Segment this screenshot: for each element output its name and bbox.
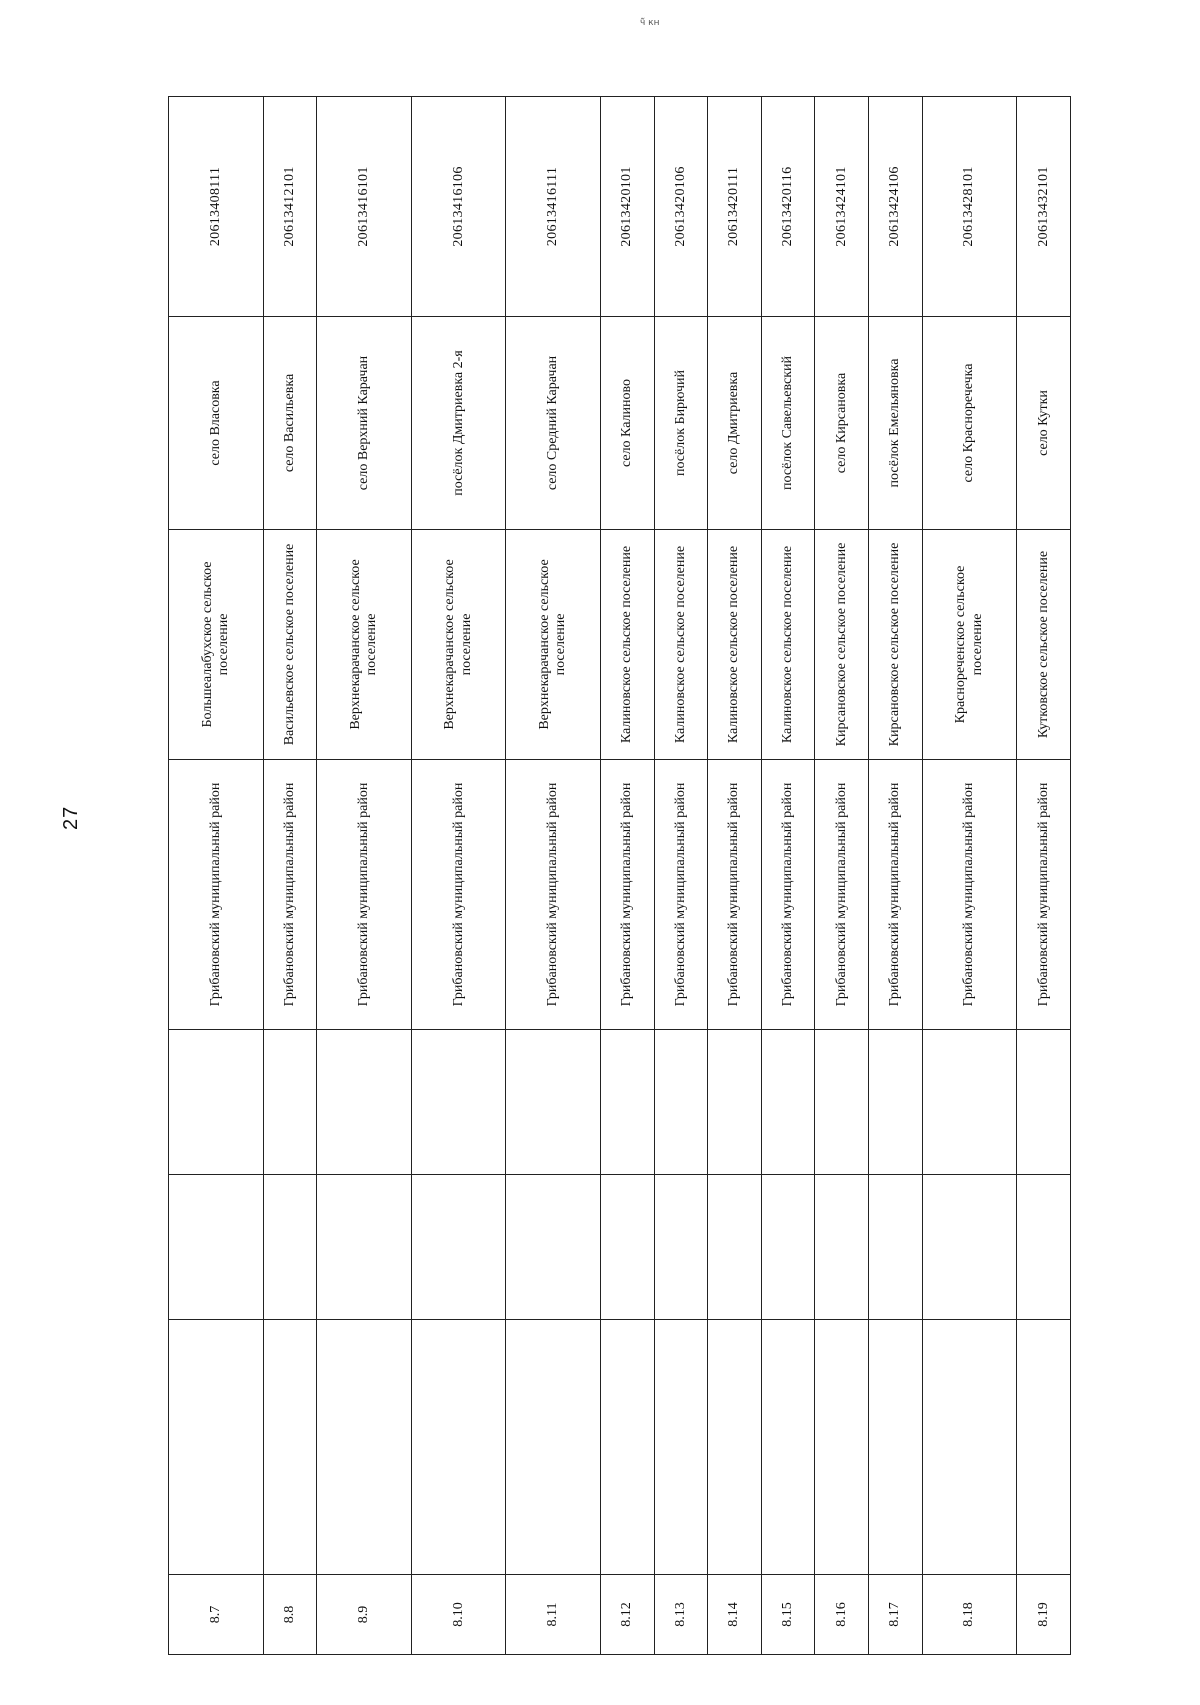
code-cell: 20613420111 xyxy=(708,97,762,317)
place-cell: посёлок Дмитриевка 2-я xyxy=(411,317,506,530)
settlement-cell: Калиновское сельское поселение xyxy=(761,530,815,760)
row-number-cell: 8.9 xyxy=(317,1575,412,1655)
settlement-cell: Большеалабухское сельское поселение xyxy=(169,530,264,760)
settlement-cell: Калиновское сельское поселение xyxy=(708,530,762,760)
empty-cell xyxy=(506,1175,601,1320)
code-cell: 20613416106 xyxy=(411,97,506,317)
empty-cell xyxy=(708,1030,762,1175)
table-row xyxy=(600,97,654,1655)
table-row xyxy=(761,97,815,1655)
empty-cell xyxy=(761,1320,815,1575)
empty-cell xyxy=(708,1320,762,1575)
empty-cell xyxy=(922,1175,1017,1320)
settlement-cell: Верхнекарачанское сельское поселение xyxy=(317,530,412,760)
table-container xyxy=(168,97,1071,1655)
empty-cell xyxy=(761,1030,815,1175)
code-cell: 20613408111 xyxy=(169,97,264,317)
empty-cell xyxy=(654,1320,708,1575)
row-number-cell: 8.18 xyxy=(922,1575,1017,1655)
district-cell: Грибановский муниципальный район xyxy=(1017,760,1071,1030)
code-cell: 20613412101 xyxy=(263,97,317,317)
table-row xyxy=(869,97,923,1655)
empty-cell xyxy=(815,1175,869,1320)
empty-cell xyxy=(869,1030,923,1175)
empty-cell xyxy=(654,1175,708,1320)
page-number: 27 xyxy=(60,805,82,830)
code-cell: 20613424101 xyxy=(815,97,869,317)
district-cell: Грибановский муниципальный район xyxy=(922,760,1017,1030)
empty-cell xyxy=(1017,1175,1071,1320)
code-cell: 20613416101 xyxy=(317,97,412,317)
empty-cell xyxy=(169,1030,264,1175)
empty-cell xyxy=(869,1175,923,1320)
district-cell: Грибановский муниципальный район xyxy=(815,760,869,1030)
place-cell: село Калиново xyxy=(600,317,654,530)
code-cell: 20613420101 xyxy=(600,97,654,317)
row-number-cell: 8.10 xyxy=(411,1575,506,1655)
place-cell: посёлок Емельяновка xyxy=(869,317,923,530)
settlement-cell: Кирсановское сельское поселение xyxy=(815,530,869,760)
empty-cell xyxy=(600,1175,654,1320)
code-cell: 20613428101 xyxy=(922,97,1017,317)
empty-cell xyxy=(169,1320,264,1575)
settlement-cell: Калиновское сельское поселение xyxy=(654,530,708,760)
code-cell: 20613420116 xyxy=(761,97,815,317)
row-number-cell: 8.8 xyxy=(263,1575,317,1655)
code-cell: 20613416111 xyxy=(506,97,601,317)
settlement-cell: Верхнекарачанское сельское поселение xyxy=(411,530,506,760)
settlement-cell: Верхнекарачанское сельское поселение xyxy=(506,530,601,760)
district-cell: Грибановский муниципальный район xyxy=(263,760,317,1030)
place-cell: село Васильевка xyxy=(263,317,317,530)
row-number-cell: 8.13 xyxy=(654,1575,708,1655)
district-cell: Грибановский муниципальный район xyxy=(708,760,762,1030)
empty-cell xyxy=(411,1030,506,1175)
row-number-cell: 8.7 xyxy=(169,1575,264,1655)
code-cell: 20613420106 xyxy=(654,97,708,317)
empty-cell xyxy=(1017,1030,1071,1175)
district-cell: Грибановский муниципальный район xyxy=(761,760,815,1030)
table-row xyxy=(263,97,317,1655)
table-row xyxy=(654,97,708,1655)
handwritten-note: ч᷉ кн xyxy=(640,18,660,28)
empty-cell xyxy=(600,1030,654,1175)
district-cell: Грибановский муниципальный район xyxy=(169,760,264,1030)
place-cell: село Кутки xyxy=(1017,317,1071,530)
empty-cell xyxy=(411,1175,506,1320)
empty-cell xyxy=(815,1320,869,1575)
place-cell: село Кирсановка xyxy=(815,317,869,530)
district-cell: Грибановский муниципальный район xyxy=(654,760,708,1030)
place-cell: село Дмитриевка xyxy=(708,317,762,530)
empty-cell xyxy=(506,1320,601,1575)
empty-cell xyxy=(922,1320,1017,1575)
table-row xyxy=(922,97,1017,1655)
code-cell: 20613432101 xyxy=(1017,97,1071,317)
empty-cell xyxy=(317,1175,412,1320)
row-number-cell: 8.11 xyxy=(506,1575,601,1655)
row-number-cell: 8.15 xyxy=(761,1575,815,1655)
table-row xyxy=(815,97,869,1655)
place-cell: село Верхний Карачан xyxy=(317,317,412,530)
empty-cell xyxy=(506,1030,601,1175)
empty-cell xyxy=(263,1320,317,1575)
code-cell: 20613424106 xyxy=(869,97,923,317)
table-row xyxy=(506,97,601,1655)
district-cell: Грибановский муниципальный район xyxy=(411,760,506,1030)
row-number-cell: 8.16 xyxy=(815,1575,869,1655)
row-number-cell: 8.19 xyxy=(1017,1575,1071,1655)
place-cell: село Власовка xyxy=(169,317,264,530)
empty-cell xyxy=(263,1030,317,1175)
empty-cell xyxy=(654,1030,708,1175)
row-number-cell: 8.12 xyxy=(600,1575,654,1655)
table-row xyxy=(411,97,506,1655)
empty-cell xyxy=(869,1320,923,1575)
settlement-cell: Краснореченское сельское поселение xyxy=(922,530,1017,760)
empty-cell xyxy=(761,1175,815,1320)
district-cell: Грибановский муниципальный район xyxy=(869,760,923,1030)
empty-cell xyxy=(600,1320,654,1575)
row-number-cell: 8.17 xyxy=(869,1575,923,1655)
place-cell: посёлок Савельевский xyxy=(761,317,815,530)
empty-cell xyxy=(922,1030,1017,1175)
settlement-cell: Кутковское сельское поселение xyxy=(1017,530,1071,760)
district-cell: Грибановский муниципальный район xyxy=(317,760,412,1030)
settlement-cell: Васильевское сельское поселение xyxy=(263,530,317,760)
settlements-table xyxy=(168,96,1071,1655)
empty-cell xyxy=(708,1175,762,1320)
table-row xyxy=(708,97,762,1655)
settlement-cell: Кирсановское сельское поселение xyxy=(869,530,923,760)
place-cell: село Красноречечка xyxy=(922,317,1017,530)
district-cell: Грибановский муниципальный район xyxy=(506,760,601,1030)
empty-cell xyxy=(815,1030,869,1175)
settlement-cell: Калиновское сельское поселение xyxy=(600,530,654,760)
empty-cell xyxy=(169,1175,264,1320)
empty-cell xyxy=(317,1320,412,1575)
place-cell: село Средний Карачан xyxy=(506,317,601,530)
row-number-cell: 8.14 xyxy=(708,1575,762,1655)
empty-cell xyxy=(263,1175,317,1320)
table-row xyxy=(317,97,412,1655)
table-row xyxy=(1017,97,1071,1655)
district-cell: Грибановский муниципальный район xyxy=(600,760,654,1030)
place-cell: посёлок Бирючий xyxy=(654,317,708,530)
empty-cell xyxy=(317,1030,412,1175)
empty-cell xyxy=(411,1320,506,1575)
empty-cell xyxy=(1017,1320,1071,1575)
table-row xyxy=(169,97,264,1655)
table-body xyxy=(169,97,1071,1655)
